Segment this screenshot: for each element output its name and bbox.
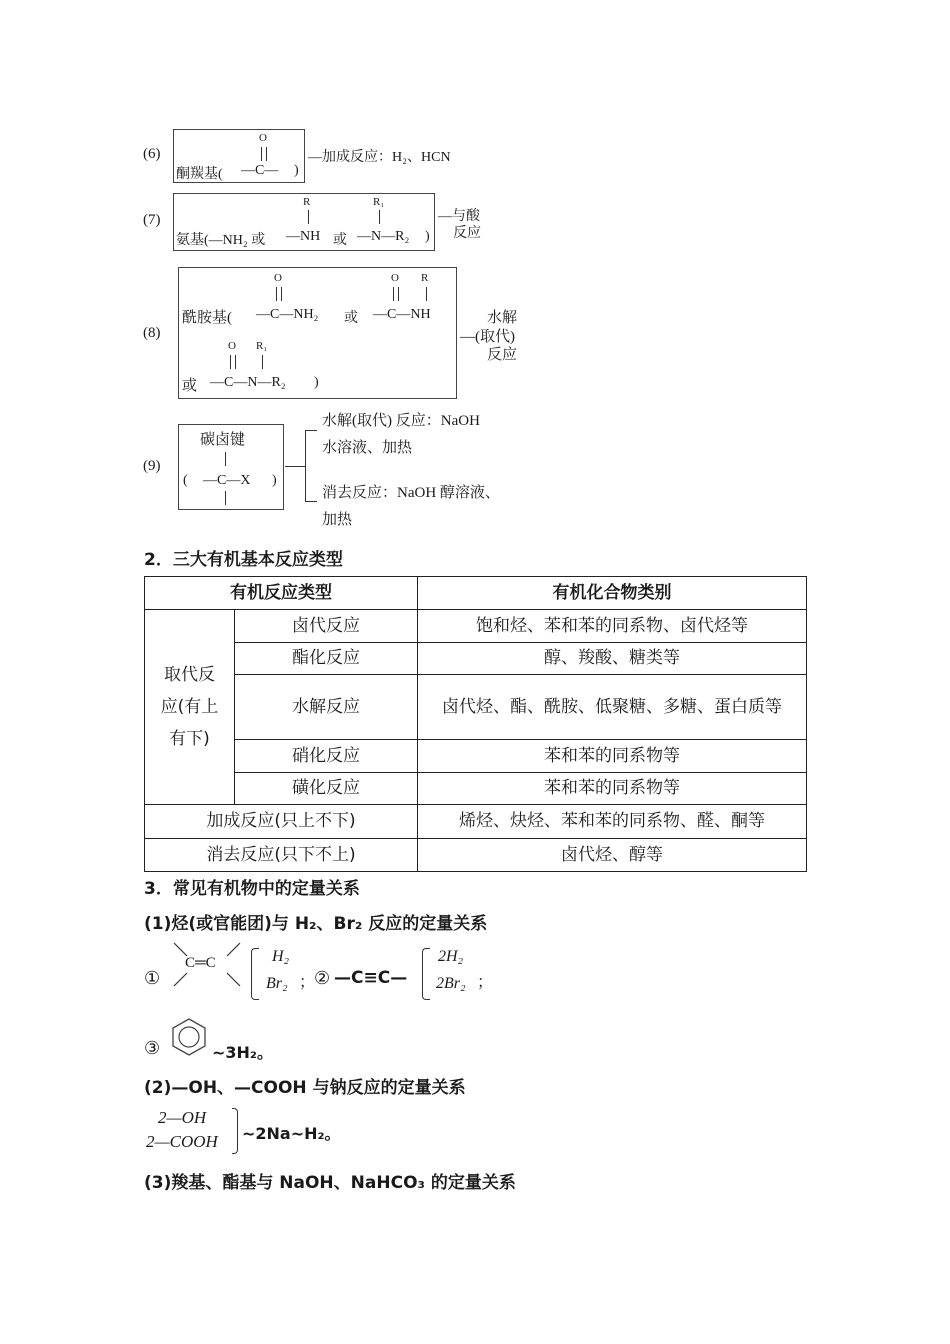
alkene-cc: C═C (185, 955, 216, 971)
br2-label: Br₂ (266, 975, 288, 992)
double-bond-mark (261, 147, 267, 161)
reaction-type-cell: 卤代反应 (235, 610, 418, 643)
compound-class-cell: 卤代烃、醇等 (418, 839, 807, 872)
branch-2-line-1: 消去反应：NaOH 醇溶液、 (322, 485, 500, 501)
carbonyl-bond: —C— (241, 163, 279, 178)
group-desc-2: 反应 (453, 226, 481, 241)
group-desc-1: —与酸 (438, 209, 480, 224)
table-header-cell: 有机化合物类别 (418, 577, 807, 610)
close-paren: ) (425, 229, 430, 244)
reaction-type-cell: 消去反应(只下不上) (145, 839, 418, 872)
reaction-type-cell: 硝化反应 (235, 740, 418, 773)
group-label-line: 应(有上 (160, 696, 219, 717)
double-bond-mark (393, 287, 399, 301)
close-paren: ) (294, 163, 299, 178)
group-name: 酰胺基( (182, 310, 232, 326)
table-row (145, 773, 807, 805)
amide-part-1: —C—NH₂ (256, 307, 319, 322)
compound-class-cell: 烯烃、炔烃、苯和苯的同系物、醛、酮等 (418, 805, 807, 839)
table-row (145, 740, 807, 773)
reaction-type-table (144, 576, 807, 872)
table-header-cell: 有机反应类型 (145, 577, 418, 610)
table-row (145, 675, 807, 740)
open-paren: ( (183, 473, 188, 488)
h2-label: H₂ (272, 948, 290, 965)
compound-class-cell: 醇、羧酸、糖类等 (418, 643, 807, 675)
item-number: (7) (143, 212, 161, 228)
semicolon: ； (477, 972, 494, 991)
branch-1-line-2: 水溶液、加热 (322, 440, 413, 456)
item-number: (6) (143, 146, 161, 162)
oxygen-label: O (391, 272, 399, 284)
group-desc-3: 反应 (487, 347, 518, 363)
brace (251, 948, 259, 1000)
reaction-type-cell: 加成反应(只上不下) (145, 805, 418, 839)
close-paren: ) (314, 375, 319, 390)
semicolon: ； (299, 972, 316, 991)
section-3-title: 3．常见有机物中的定量关系 (144, 879, 360, 899)
table-row (145, 643, 807, 675)
brace (422, 948, 430, 1000)
section-2-title: 2．三大有机基本反应类型 (144, 550, 343, 570)
br2-x2-label: 2Br₂ (436, 975, 466, 992)
r-label: R (421, 272, 429, 284)
item-number: (8) (143, 325, 161, 341)
bond-line (379, 210, 380, 224)
subsection-2-title: (2)—OH、—COOH 与钠反应的定量关系 (144, 1078, 466, 1098)
circled-3: ③ (144, 1038, 161, 1059)
group-desc-2: —(取代) (460, 329, 515, 345)
compound-class-cell: 卤代烃、酯、酰胺、低聚糖、多糖、蛋白质等 (418, 675, 807, 740)
item-number: (9) (143, 458, 161, 474)
oxygen-label: O (259, 132, 267, 144)
oxygen-label: O (274, 272, 282, 284)
reaction-type-cell: 酯化反应 (235, 643, 418, 675)
compound-class-cell: 苯和苯的同系物等 (418, 773, 807, 805)
benzene-ratio: ~3H₂。 (212, 1043, 273, 1062)
compound-class-cell: 苯和苯的同系物等 (418, 740, 807, 773)
group-desc-1: 水解 (487, 310, 518, 326)
table-row (145, 805, 807, 839)
or-label: 或 (344, 311, 358, 326)
branch-bracket (305, 430, 317, 502)
group-name: 氨基(—NH₂ 或 (176, 233, 266, 248)
or-label: 或 (333, 233, 347, 248)
bond-line (308, 210, 309, 224)
or-label: 或 (182, 378, 198, 394)
bond-line (262, 355, 263, 369)
group-name: 碳卤键 (200, 432, 246, 448)
benzene-ring-icon (168, 1016, 210, 1058)
group-desc: —加成反应：H₂、HCN (308, 150, 451, 165)
circled-2: ② (314, 968, 331, 989)
reaction-type-cell: 磺化反应 (235, 773, 418, 805)
bond-line (225, 452, 226, 466)
compound-class-cell: 饱和烃、苯和苯的同系物、卤代烃等 (418, 610, 807, 643)
r-label: R (303, 196, 311, 208)
n-label: —N—R₂ (357, 229, 410, 244)
group-label-line: 取代反 (164, 664, 215, 685)
bond-line (225, 491, 226, 505)
branch-2-line-2: 加热 (322, 512, 353, 528)
r1-label: R₁ (373, 196, 385, 208)
brace (232, 1108, 238, 1154)
subsection-1-title: (1)烃(或官能团)与 H₂、Br₂ 反应的定量关系 (144, 914, 488, 934)
sodium-ratio: ~2Na~H₂。 (242, 1124, 341, 1143)
reaction-type-cell: 水解反应 (235, 675, 418, 740)
branch-1-line-1: 水解(取代) 反应：NaOH (322, 413, 480, 429)
bond-line (426, 287, 427, 301)
oh-label: 2—OH (158, 1108, 207, 1127)
cooh-label: 2—COOH (146, 1132, 218, 1151)
amide-part-3: —C—N—R₂ (210, 375, 286, 390)
nh-label: —NH (286, 229, 321, 244)
branch-line (285, 466, 305, 467)
oxygen-label: O (228, 340, 236, 352)
close-paren: ) (272, 473, 277, 488)
h2-x2-label: 2H₂ (438, 948, 464, 965)
alkyne-triple-bond: —C≡C— (334, 968, 408, 988)
group-label-line: 有下) (169, 729, 210, 750)
cx-label: —C—X (203, 473, 251, 488)
table-row (145, 839, 807, 872)
table-row (145, 610, 807, 643)
table-header-row (145, 577, 807, 610)
r1-label: R₁ (256, 340, 268, 352)
double-bond-mark (230, 355, 236, 369)
group-label-cell (145, 610, 235, 805)
double-bond-mark (276, 287, 282, 301)
group-name: 酮羰基( (176, 167, 223, 182)
circled-1: ① (144, 968, 161, 989)
subsection-3-title: (3)羧基、酯基与 NaOH、NaHCO₃ 的定量关系 (144, 1173, 516, 1193)
amide-part-2: —C—NH (373, 307, 431, 322)
